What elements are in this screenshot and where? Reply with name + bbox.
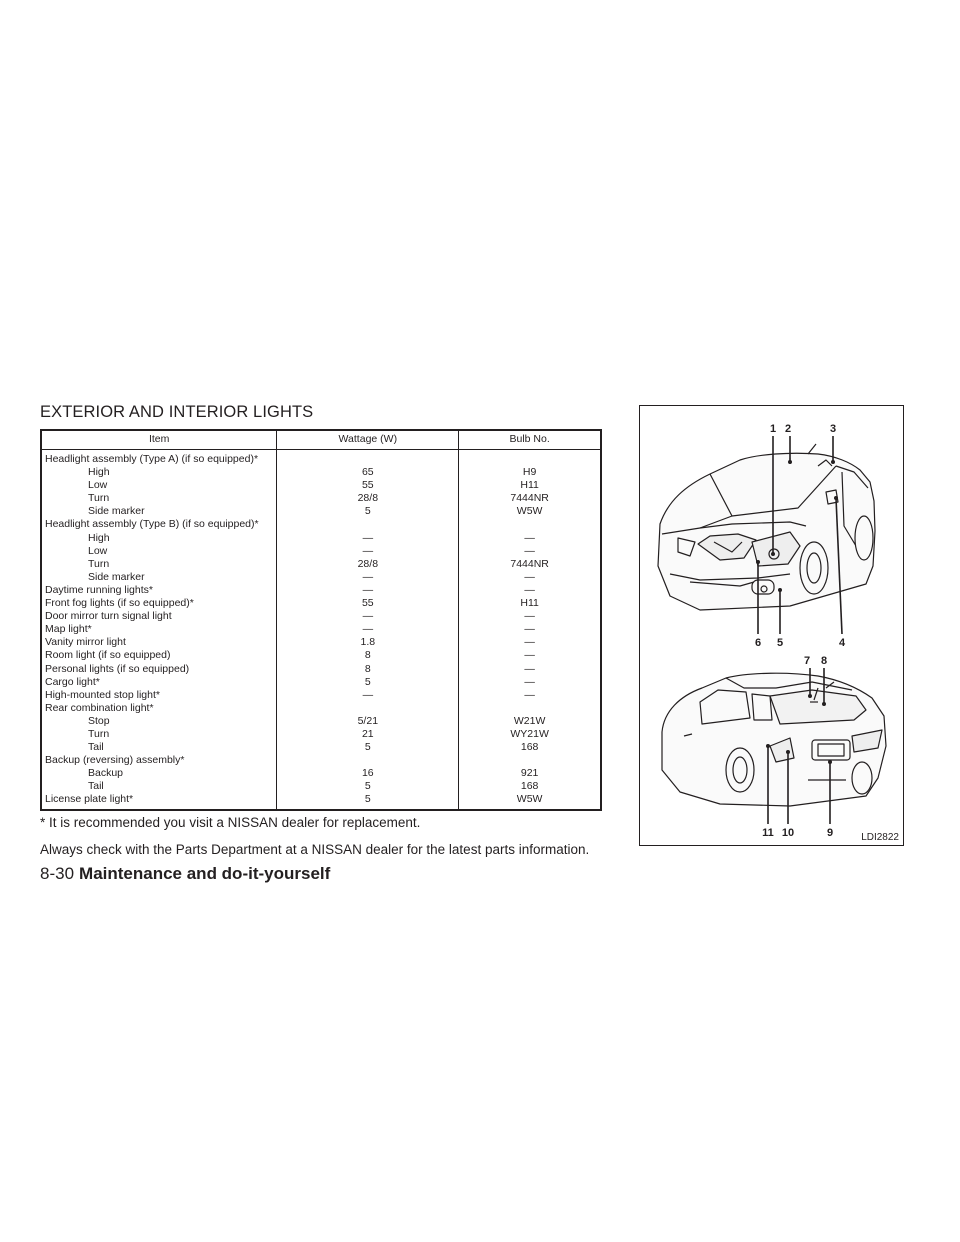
cell-wattage — [277, 702, 459, 715]
cell-wattage: 8 — [277, 649, 459, 662]
cell-wattage: 21 — [277, 728, 459, 741]
cell-bulb-number: H11 — [459, 597, 601, 610]
cell-bulb-number: WY21W — [459, 728, 601, 741]
table-row — [41, 518, 601, 531]
bulb-location-figure — [639, 405, 904, 846]
callout-9: 9 — [826, 827, 834, 839]
callout-11: 11 — [762, 827, 774, 839]
column-header-item: Item — [41, 430, 277, 450]
replacement-note: * It is recommended you visit a NISSAN dealer for replacement. — [40, 815, 421, 830]
cell-bulb-number: H11 — [459, 479, 601, 492]
page-number: 8-30 — [40, 864, 75, 883]
table-body — [41, 450, 601, 810]
cell-bulb-number: — — [459, 676, 601, 689]
cell-wattage: 1.8 — [277, 636, 459, 649]
cell-wattage: 28/8 — [277, 492, 459, 505]
cell-item: Rear combination light* — [45, 701, 154, 714]
cell-wattage: 5 — [277, 676, 459, 689]
callout-2: 2 — [784, 423, 792, 435]
cell-wattage — [277, 754, 459, 767]
table-row — [41, 623, 601, 636]
cell-bulb-number: — — [459, 571, 601, 584]
cell-item: License plate light* — [45, 793, 134, 806]
parts-note: Always check with the Parts Department at a NISSAN dealer for the latest parts information. — [40, 842, 590, 857]
cell-bulb-number — [459, 518, 601, 531]
cell-bulb-number: — — [459, 649, 601, 662]
column-header-wattage: Wattage (W) — [277, 430, 459, 450]
cell-wattage: 65 — [277, 466, 459, 479]
cell-wattage — [277, 518, 459, 531]
cell-item: Headlight assembly (Type A) (if so equipped)* — [45, 453, 259, 465]
cell-bulb-number: 7444NR — [459, 558, 601, 571]
table-row — [41, 636, 601, 649]
table-row — [41, 558, 601, 571]
cell-wattage: — — [277, 584, 459, 597]
table-row — [41, 610, 601, 623]
cell-bulb-number: — — [459, 663, 601, 676]
cell-wattage — [277, 450, 459, 467]
cell-item: Map light* — [45, 623, 92, 636]
callout-4: 4 — [838, 637, 846, 649]
cell-bulb-number: 921 — [459, 767, 601, 780]
cell-item: Backup (reversing) assembly* — [45, 754, 185, 767]
cell-bulb-number: — — [459, 532, 601, 545]
table-row — [41, 532, 601, 545]
cell-wattage: 5 — [277, 741, 459, 754]
cell-bulb-number: W5W — [459, 793, 601, 809]
cell-wattage: 5 — [277, 780, 459, 793]
table-row — [41, 492, 601, 505]
cell-wattage: 55 — [277, 479, 459, 492]
callout-5: 5 — [776, 637, 784, 649]
cell-bulb-number: H9 — [459, 466, 601, 479]
table-row — [41, 715, 601, 728]
cell-bulb-number: — — [459, 610, 601, 623]
cell-item: Daytime running lights* — [45, 583, 153, 596]
cell-wattage: — — [277, 610, 459, 623]
cell-item: Tail — [88, 780, 104, 793]
cell-wattage: 55 — [277, 597, 459, 610]
cell-wattage: 5 — [277, 505, 459, 518]
cell-item: Side marker — [88, 505, 145, 518]
table-row — [41, 649, 601, 662]
chapter-title: Maintenance and do-it-yourself — [79, 864, 331, 883]
cell-bulb-number: 7444NR — [459, 492, 601, 505]
vehicle-illustration — [640, 406, 904, 846]
table-row — [41, 767, 601, 780]
table-row — [41, 663, 601, 676]
table-row — [41, 741, 601, 754]
table-row — [41, 793, 601, 809]
table-row — [41, 571, 601, 584]
table-row — [41, 584, 601, 597]
table-row — [41, 780, 601, 793]
cell-item: Turn — [88, 557, 110, 570]
callout-7: 7 — [803, 655, 811, 667]
cell-item: Stop — [88, 714, 110, 727]
cell-bulb-number — [459, 450, 601, 467]
cell-item: Cargo light* — [45, 675, 100, 688]
cell-bulb-number: 168 — [459, 780, 601, 793]
cell-item: Headlight assembly (Type B) (if so equipped)* — [45, 518, 259, 531]
cell-item: Vanity mirror light — [45, 636, 126, 649]
callout-3: 3 — [829, 423, 837, 435]
table-row — [41, 466, 601, 479]
cell-bulb-number: W21W — [459, 715, 601, 728]
cell-bulb-number: — — [459, 584, 601, 597]
cell-bulb-number — [459, 702, 601, 715]
page-footer — [40, 864, 330, 884]
bulb-specification-table — [40, 429, 602, 811]
table-row — [41, 479, 601, 492]
callout-10: 10 — [781, 827, 795, 839]
table-row — [41, 505, 601, 518]
cell-item: Turn — [88, 492, 110, 505]
table-row — [41, 754, 601, 767]
figure-id: LDI2822 — [861, 832, 899, 843]
cell-bulb-number: 168 — [459, 741, 601, 754]
cell-wattage: — — [277, 689, 459, 702]
callout-1: 1 — [769, 423, 777, 435]
cell-item: Room light (if so equipped) — [45, 649, 171, 662]
table-row — [41, 728, 601, 741]
cell-item: Door mirror turn signal light — [45, 610, 172, 623]
cell-wattage: 16 — [277, 767, 459, 780]
cell-bulb-number: — — [459, 545, 601, 558]
cell-item: Front fog lights (if so equipped)* — [45, 597, 194, 610]
cell-bulb-number: — — [459, 689, 601, 702]
cell-item: Backup — [88, 767, 124, 780]
cell-item: Personal lights (if so equipped) — [45, 662, 190, 675]
cell-wattage: — — [277, 571, 459, 584]
cell-wattage: — — [277, 532, 459, 545]
cell-wattage: 28/8 — [277, 558, 459, 571]
callout-8: 8 — [820, 655, 828, 667]
section-title: EXTERIOR AND INTERIOR LIGHTS — [40, 403, 314, 421]
table-row — [41, 676, 601, 689]
callout-6: 6 — [754, 637, 762, 649]
cell-bulb-number: — — [459, 636, 601, 649]
table-row — [41, 545, 601, 558]
cell-bulb-number: W5W — [459, 505, 601, 518]
cell-item: Low — [88, 479, 108, 492]
cell-bulb-number — [459, 754, 601, 767]
table-row — [41, 597, 601, 610]
cell-item: High — [88, 531, 110, 544]
cell-item: Low — [88, 544, 108, 557]
cell-item: High-mounted stop light* — [45, 688, 160, 701]
table-row — [41, 689, 601, 702]
cell-wattage: — — [277, 545, 459, 558]
table-row — [41, 450, 601, 467]
table-row — [41, 702, 601, 715]
cell-wattage: — — [277, 623, 459, 636]
cell-wattage: 5/21 — [277, 715, 459, 728]
cell-item: Turn — [88, 727, 110, 740]
cell-item: Tail — [88, 741, 104, 754]
cell-item: Side marker — [88, 570, 145, 583]
table-header-row — [41, 430, 601, 450]
front-vehicle-drawing — [658, 444, 875, 610]
cell-bulb-number: — — [459, 623, 601, 636]
cell-item: High — [88, 466, 110, 479]
rear-vehicle-drawing — [662, 673, 886, 806]
cell-wattage: 5 — [277, 793, 459, 809]
cell-wattage: 8 — [277, 663, 459, 676]
column-header-bulb-number: Bulb No. — [459, 430, 601, 450]
